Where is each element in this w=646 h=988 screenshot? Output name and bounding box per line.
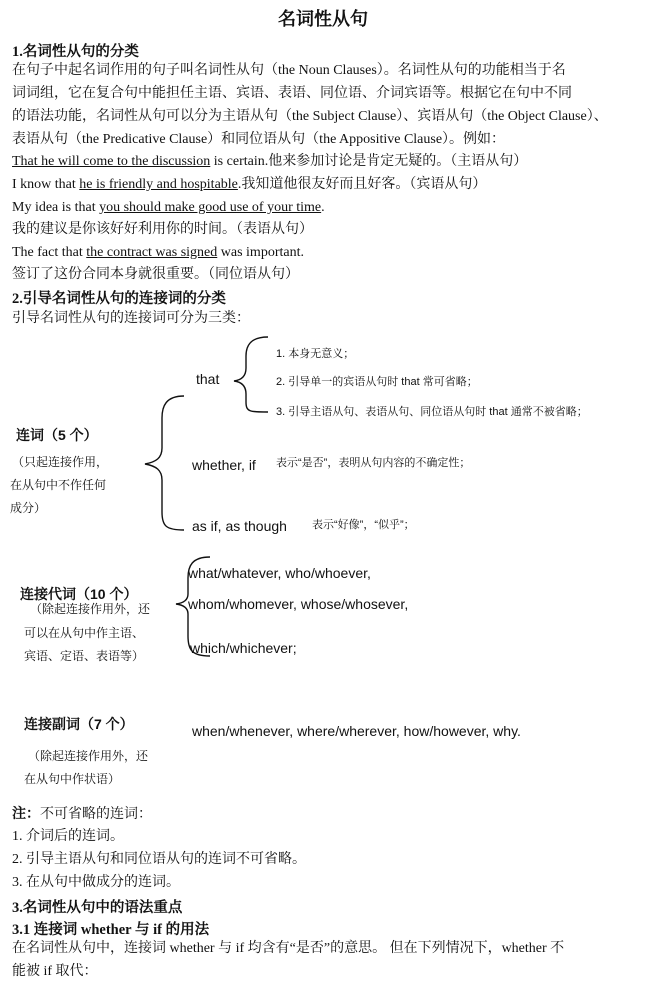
pronoun-items-1: what/whatever, who/whoever, [188,565,371,581]
that-rule-1: 1. 本身无意义； [276,348,355,360]
conjunctions-label: 连词（5 个） [16,427,98,443]
adverbs-desc-1: （除起连接作用外，还 [28,749,149,763]
example-underlined: the contract was signed [86,245,218,260]
pronoun-items-3: which/whichever; [190,640,297,656]
conjunctions-desc-2: 在从句中不作任何 [10,478,107,492]
notes-heading: 注：不可省略的连词： [12,807,152,822]
conjunctions-brace [145,396,184,530]
that-rule-2: 2. 引导单一的宾语从句时 that 常可省略； [276,376,478,388]
conjunctions-desc-1: （只起连接作用， [12,455,109,469]
intro-line-3: 的语法功能，名词性从句可以分为主语从句（the Subject Clause）、宾语从句（the Object Clause）、 [12,109,608,124]
note-item-2: 2. 引导主语从句和同位语从句的连词不可省略。 [12,852,306,867]
pronouns-desc-1: （除起连接作用外，还 [30,602,151,616]
that-brace [234,337,268,412]
conjunction-as-if: as if, as though [192,518,287,534]
section1-heading: 1.名词性从句的分类 [12,44,139,60]
conjunction-whether-if: whether, if [192,457,256,473]
example-object-clause: I know that he is friendly and hospitable.我知道他很友好而且好客。（宾语从句） [12,177,487,192]
as-if-note: 表示“好像”，“似乎”； [312,519,415,531]
example-predicative-clause: My idea is that you should make good use of your time. [12,200,325,215]
section3-heading: 3.名词性从句中的语法重点 [12,900,183,916]
intro-line-1: 在句子中起名词作用的句子叫名词性从句（the Noun Clauses）。名词性从句的功能相当于名 [12,63,566,78]
example-underlined: he is friendly and hospitable [79,177,238,192]
adverbs-desc-2: 在从句中作状语） [24,772,121,786]
adverbs-label: 连接副词（7 个） [24,716,134,732]
page-title: 名词性从句 [278,9,368,29]
section2-heading: 2.引导名词性从句的连接词的分类 [12,291,226,307]
intro-line-2: 词词组，它在复合句中能担任主语、宾语、表语、同位语、介词宾语等。根据它在句中不同 [12,86,572,101]
section3-line-2: 能被 if 取代： [12,964,98,979]
example-underlined: you should make good use of your time [99,200,322,215]
conjunction-that: that [196,371,220,387]
note-item-1: 1. 介词后的连词。 [12,829,124,844]
pronouns-label: 连接代词（10 个） [20,586,138,602]
example-appositive-clause: The fact that the contract was signed was important. [12,245,304,260]
intro-line-4: 表语从句（the Predicative Clause）和同位语从句（the Appositive Clause）。例如： [12,132,506,147]
example-subject-clause: That he will come to the discussion is certain.他来参加讨论是肯定无疑的。（主语从句） [12,154,528,169]
pronouns-desc-3: 宾语、定语、表语等） [24,649,145,663]
section3-subheading: 3.1 连接词 whether 与 if 的用法 [12,922,210,938]
section3-line-1: 在名词性从句中，连接词 whether 与 if 均含有“是否”的意思。 但在下列情况下，whether 不 [12,941,565,956]
example-predicative-translation: 我的建议是你该好好利用你的时间。（表语从句） [12,222,313,237]
example-appositive-translation: 签订了这份合同本身就很重要。（同位语从句） [12,267,299,282]
section2-intro: 引导名词性从句的连接词可分为三类： [12,311,250,326]
note-item-3: 3. 在从句中做成分的连词。 [12,875,180,890]
pronoun-items-2: whom/whomever, whose/whosever, [188,596,409,612]
conjunctions-desc-3: 成分） [10,501,47,515]
adverb-items: when/whenever, where/wherever, how/however, why. [192,723,521,739]
that-rule-3: 3. 引导主语从句、表语从句、同位语从句时 that 通常不被省略； [276,406,588,418]
whether-note: 表示“是否”，表明从句内容的不确定性； [276,457,471,469]
pronouns-desc-2: 可以在从句中作主语、 [24,626,145,640]
example-underlined: That he will come to the discussion [12,154,211,169]
